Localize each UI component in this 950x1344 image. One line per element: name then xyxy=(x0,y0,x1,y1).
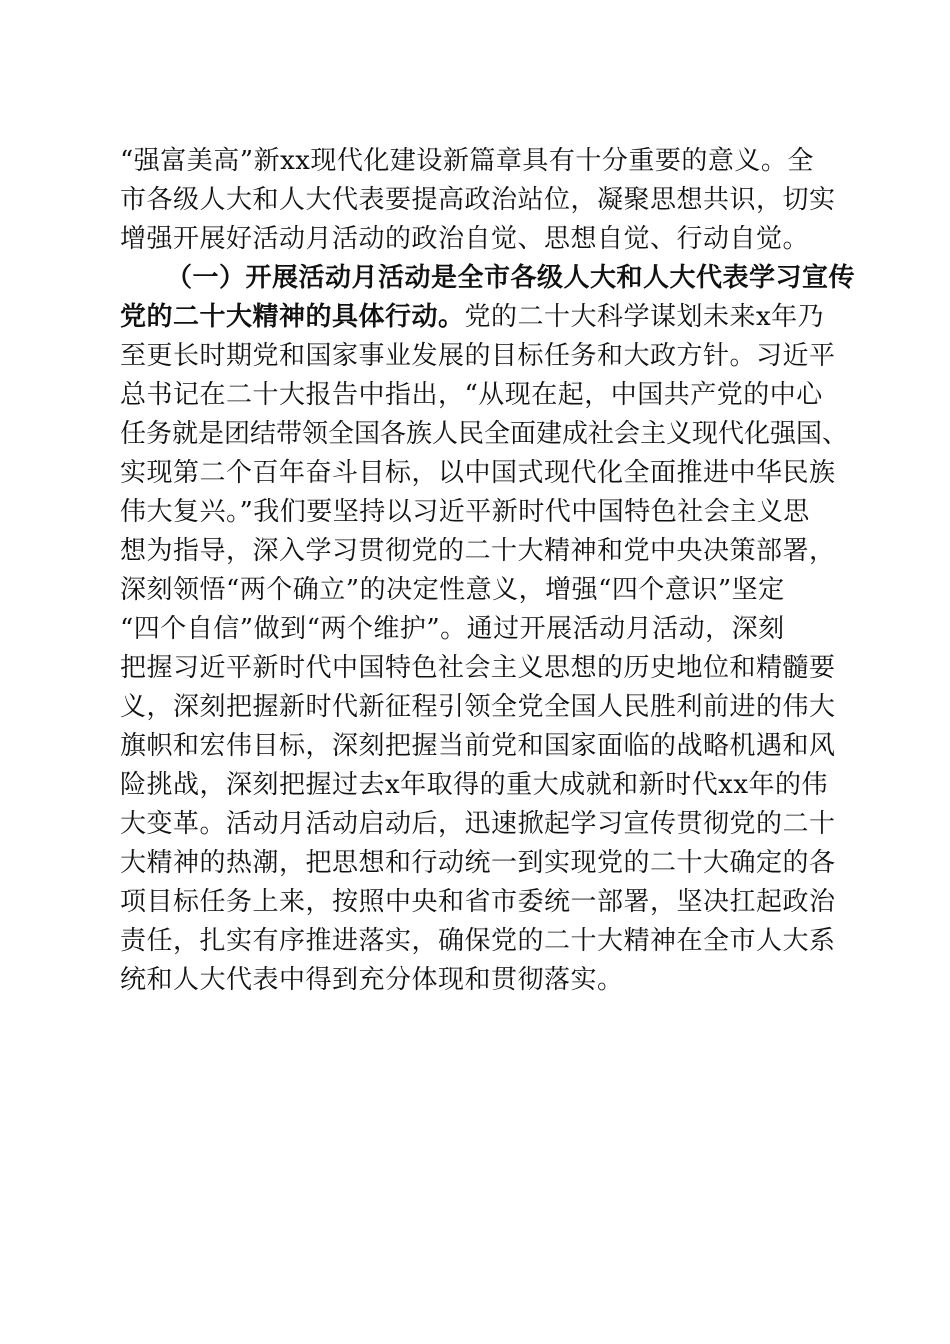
body-line: 深刻领悟“两个确立”的决定性意义，增强“四个意识”坚定 xyxy=(120,575,785,605)
section-first-body-line xyxy=(120,304,860,330)
section-first-line-rest: 党的二十大科学谋划未来x年乃 xyxy=(464,302,825,332)
intro-line-3: 增强开展好活动月活动的政治自觉、思想自觉、行动自觉。 xyxy=(120,224,810,254)
body-line: 大变革。活动月活动启动后，迅速掀起学习宣传贯彻党的二十 xyxy=(120,809,836,839)
body-line: 至更长时期党和国家事业发展的目标任务和大政方针。习近平 xyxy=(120,341,836,371)
body-line: 大精神的热潮，把思想和行动统一到实现党的二十大确定的各 xyxy=(120,848,836,878)
body-line: 总书记在二十大报告中指出，“从现在起，中国共产党的中心 xyxy=(120,380,823,410)
body-line: 义，深刻把握新时代新征程引领全党全国人民胜利前进的伟大 xyxy=(120,692,836,722)
body-line: 统和人大代表中得到充分体现和贯彻落实。 xyxy=(120,965,624,995)
body-line: 伟大复兴。”我们要坚持以习近平新时代中国特色社会主义思 xyxy=(120,497,810,527)
body-line: 想为指导，深入学习贯彻党的二十大精神和党中央决策部署， xyxy=(120,536,836,566)
intro-line-2: 市各级人大和人大代表要提高政治站位，凝聚思想共识，切实 xyxy=(120,185,836,215)
body-line: 险挑战，深刻把握过去x年取得的重大成就和新时代xx年的伟 xyxy=(120,770,828,800)
body-line: 把握习近平新时代中国特色社会主义思想的历史地位和精髓要 xyxy=(120,653,836,683)
section-heading-line-2: 党的二十大精神的具体行动。 xyxy=(120,302,465,332)
intro-line-1: “强富美高”新xx现代化建设新篇章具有十分重要的意义。全 xyxy=(120,146,814,176)
body-line: 旗帜和宏伟目标，深刻把握当前党和国家面临的战略机遇和风 xyxy=(120,731,836,761)
body-line: 项目标任务上来，按照中央和省市委统一部署，坚决扛起政治 xyxy=(120,887,836,917)
body-line: 任务就是团结带领全国各族人民全面建成社会主义现代化强国、 xyxy=(120,419,849,449)
section-heading-line-1: （一）开展活动月活动是全市各级人大和人大代表学习宣传 xyxy=(166,263,856,293)
body-line: 责任，扎实有序推进落实，确保党的二十大精神在全市人大系 xyxy=(120,926,836,956)
body-line: “四个自信”做到“两个维护”。通过开展活动月活动，深刻 xyxy=(120,614,785,644)
body-line: 实现第二个百年奋斗目标，以中国式现代化全面推进中华民族 xyxy=(120,458,836,488)
